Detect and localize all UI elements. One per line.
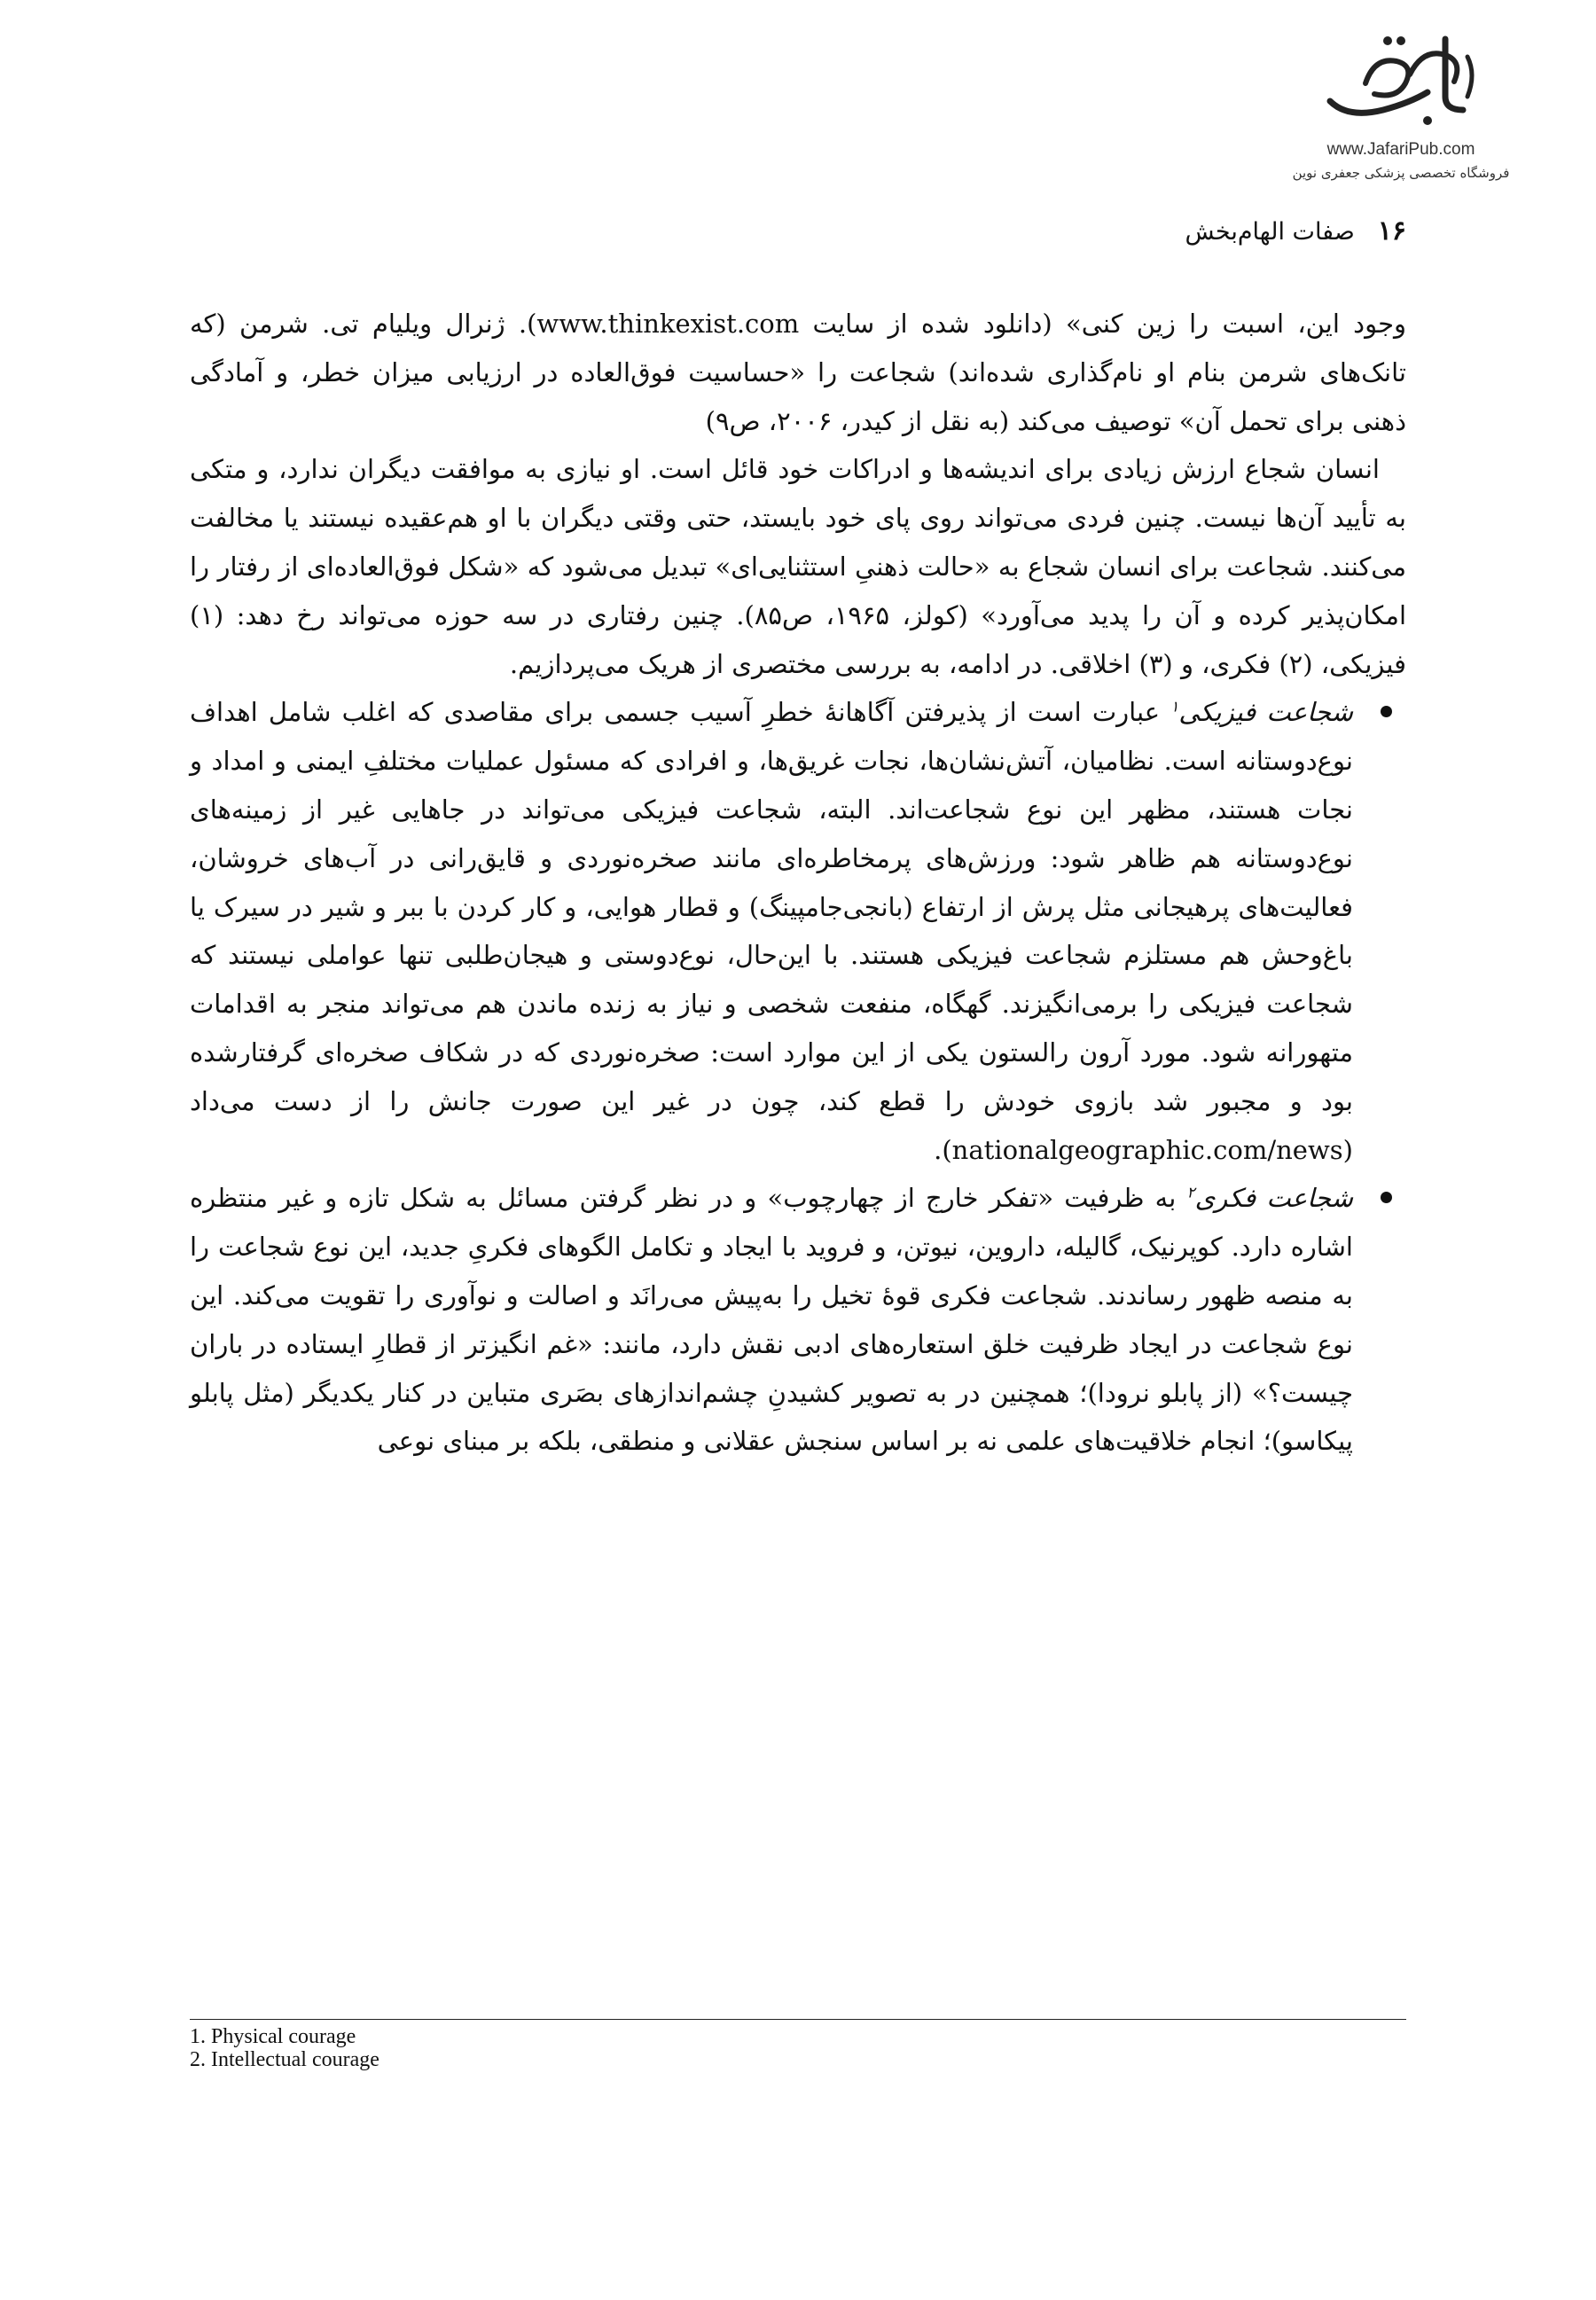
paragraph-2: انسان شجاع ارزش زیادی برای اندیشه‌ها و ادراکات خود قائل است. او نیازی به موافقت دیگران ندارد، و متکی به تأیید آن‌ها نیست. چنین فردی می‌تواند روی پای خود بایستد، حتی وقتی دیگران با او هم‌عقیده نیستند یا مخالفت می‌کنند. شجاعت برای انسان شجاع به «حالت ذهنیِ استثنایی‌ای» تبدیل می‌شود که «شکل فوق‌العاده‌ای از رفتار را امکان‌پذیر کرده و آن را پدید می‌آورد» (کولز، ۱۹۶۵، ص۸۵). چنین رفتاری در سه حوزه می‌تواند رخ دهد: (۱) فیزیکی، (۲) فکری، و (۳) اخلاقی. در ادامه، به بررسی مختصری از هریک می‌پردازیم.	[190, 454, 1406, 679]
physical-courage-text: عبارت است از پذیرفتن آگاهانهٔ خطرِ آسیب جسمی برای مقاصدی که اغلب شامل اهداف نوع‌دوستانه است. نظامیان، آتش‌نشان‌ها، نجات غریق‌ها، و افرادی که مسئول عملیات مختلفِ ایمنی و امداد و نجات هستند، مظهر این نوع شجاعت‌اند. البته، شجاعت فیزیکی می‌تواند در جاهایی غیر از زمینه‌های نوع‌دوستانه هم ظاهر شود: ورزش‌های پرمخاطره‌ای مانند صخره‌نوردی و قایق‌رانی در آب‌های خروشان، فعالیت‌های پرهیجانی مثل پرش از ارتفاع (بانجی‌جامپینگ) و قطار هوایی، و کار کردن با ببر و شیر در سیرک یا باغ‌وحش هم مستلزم شجاعت فیزیکی هستند. با این‌حال، نوع‌دوستی و هیجان‌طلبی تنها عواملی نیستند که شجاعت فیزیکی را برمی‌انگیزند. گهگاه، منفعت شخصی و نیاز به زنده ماندن هم می‌تواند منجر به اقدامات متهورانه شود. مورد آرون رالستون یکی از این موارد است: صخره‌نوردی که در شکاف صخره‌ای گرفتارشده بود و مجبور شد بازوی خودش را قطع کند، چون در غیر این صورت جانش را از دست می‌داد (nationalgeographic.com/news).	[190, 697, 1353, 1165]
body-text	[190, 300, 1406, 1466]
term-intellectual-courage: شجاعت فکری	[1194, 1183, 1353, 1214]
intellectual-courage-text: به ظرفیت «تفکر خارج از چهارچوب» و در نظر گرفتن مسائل به شکل تازه و غیر منتظره اشاره دارد. کوپرنیک، گالیله، داروین، نیوتن، و فروید با ایجاد و تکامل الگوهای فکریِ جدید، این نوع شجاعت را به منصه ظهور رساندند. شجاعت فکری قوهٔ تخیل را به‌پیش می‌رانَد و اصالت و نوآوری را تقویت می‌کند. این نوع شجاعت در ایجاد ظرفیت خلق استعاره‌های ادبی نقش دارد، مانند: «غم انگیزتر از قطارِ ایستاده در باران چیست؟» (از پابلو نرودا)؛ همچنین در به تصویر کشیدنِ چشم‌اندازهای بصَری متباین در کنار یکدیگر (مثل پابلو پیکاسو)؛ انجام خلاقیت‌های علمی نه بر اساس سنجش عقلانی و منطقی، بلکه بر مبنای نوعی	[190, 1183, 1353, 1457]
calligraphy-logo-icon	[1312, 21, 1490, 137]
footnotes	[190, 2025, 379, 2071]
footnote-1: 1. Physical courage	[190, 2025, 356, 2048]
list-item-intellectual-courage	[190, 1174, 1353, 1466]
list-item-physical-courage	[190, 688, 1353, 1174]
running-head	[1185, 215, 1406, 246]
page-number: ۱۶	[1377, 215, 1406, 246]
courage-types-list	[190, 688, 1406, 1466]
publisher-subtitle: فروشگاه تخصصی پزشکی جعفری نوین	[1292, 165, 1510, 181]
paragraph-1: وجود این، اسبت را زین کنی» (دانلود شده از سایت www.thinkexist.com). ژنرال ویلیام تی. شرمن (که تانک‌های شرمن بنام او نام‌گذاری شده‌اند) شجاعت را «حساسیت فوق‌العاده در ارزیابی میزان خطر، و آمادگی ذهنی برای تحمل آن» توصیف می‌کند (به نقل از کیدر، ۲۰۰۶، ص۹)	[190, 309, 1406, 436]
footnote-2: 2. Intellectual courage	[190, 2048, 379, 2071]
term-physical-courage: شجاعت فیزیکی	[1178, 697, 1353, 728]
publisher-logo	[1286, 21, 1516, 181]
footnote-ref-2[interactable]: ۲	[1186, 1184, 1195, 1202]
bullet-icon	[1381, 706, 1392, 717]
footnote-divider	[190, 2019, 1406, 2020]
footnote-ref-1[interactable]: ۱	[1170, 698, 1179, 716]
bullet-icon	[1381, 1192, 1392, 1203]
publisher-url: www.JafariPub.com	[1326, 140, 1475, 159]
book-title: صفات الهام‌بخش	[1185, 218, 1355, 246]
